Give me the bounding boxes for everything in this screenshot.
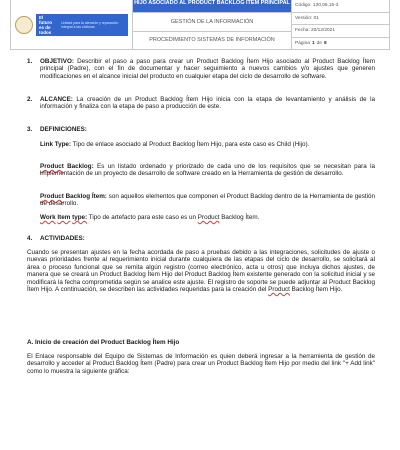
definition-text: Es un listado ordenado y priorizado de cada uno de los requisitos que se necesitan para la implementación de un proyecto de desarrollo de software creado en la Herramienta de gestión de desarrollo. bbox=[40, 163, 375, 178]
subsection-a bbox=[27, 339, 375, 346]
definition-link-type bbox=[40, 141, 375, 148]
section-title: DEFINICIONES: bbox=[40, 126, 87, 133]
page-total: 8 bbox=[323, 40, 327, 46]
section-number: 2. bbox=[27, 96, 33, 103]
definition-text: Tipo de enlace asociado al Product Backlog Ítem Hijo, para este caso es Child (Hijo). bbox=[72, 141, 310, 148]
page-cell bbox=[292, 38, 389, 50]
logo-banner bbox=[36, 14, 128, 36]
subsection-title: A. Inicio de creación del Product Backlog Ítem Hijo bbox=[27, 339, 180, 346]
definition-text: Backlog Ítem. bbox=[221, 214, 260, 221]
header-right bbox=[292, 0, 389, 49]
term: Backlog Ítem: bbox=[65, 193, 107, 200]
term: Link Type: bbox=[40, 141, 72, 148]
definition-product-backlog bbox=[40, 163, 375, 178]
section-text: La creación de un Product Backlog Ítem Hijo inicia con la etapa de levantamiento y análisis de la información y finaliza con la etapa de paso a producción de este. bbox=[40, 96, 375, 111]
term: Work bbox=[40, 214, 56, 221]
definitions-list-4 bbox=[40, 214, 375, 221]
section-title: ALCANCE: bbox=[40, 96, 73, 103]
section-number: 1. bbox=[27, 58, 33, 65]
header-center bbox=[133, 0, 292, 49]
term: Backlog: bbox=[67, 163, 94, 170]
document-header bbox=[10, 0, 390, 50]
subsection-a-text bbox=[27, 353, 375, 375]
term: Item bbox=[57, 214, 71, 221]
paragraph-text: Backlog Ítem Hijo. bbox=[291, 286, 343, 294]
logo-subtext: Unidad para la atención y reparación integral a las víctimas bbox=[61, 20, 119, 29]
term: type: bbox=[72, 214, 88, 221]
term: Product bbox=[40, 163, 64, 170]
section-number: 3. bbox=[27, 126, 33, 133]
definitions-list bbox=[40, 141, 375, 148]
actividades-paragraph bbox=[27, 249, 375, 293]
section-actividades bbox=[27, 235, 375, 242]
section-alcance bbox=[27, 96, 375, 111]
definitions-list-2 bbox=[40, 163, 375, 178]
section-definiciones bbox=[27, 126, 375, 133]
document-title: HIJO ASOCIADO AL PRODUCT BACKLOG ÍTEM PRINCIPAL bbox=[133, 0, 291, 12]
definition-text: Tipo de artefacto para este caso es un bbox=[88, 214, 197, 221]
logo-area bbox=[11, 0, 133, 49]
definitions-list-3 bbox=[40, 193, 375, 208]
paragraph-text: Product bbox=[268, 286, 290, 294]
paragraph-text: El Enlace responsable del Equipo de Sistemas de Información es quien deberá ingresar a la herramienta de gestión de desarrollo y acceder al Product Backlog Ítem (Padre) para crear un Product Backlog Ítem Hijo por medio del link "+ Add link" como lo muestra la siguiente gráfica: bbox=[27, 353, 375, 375]
paragraph-text: Cuando se presentan ajustes en la fecha acordada de paso a pruebas debido a las integraciones, solicitudes de ajuste o nuevas prioridades frente al requerimiento inicial durante cualquiera de las etapas del ciclo de desarrollo, se solicitará al área o proceso funcional que se remita algún registro (correo electrónico, acta u otros) que incluya dichos ajustes, de manera que se creará un Product Backlog Ítem Hijo del Product Backlog Ítem existente generado con la solicitud inicial y se modificará la fecha comprometida según se analice este ajuste. El registro de soporte se puede adjuntar al Product Backlog Ítem Hijo. A continuación, se describen las actividades requeridas para la creación del bbox=[27, 249, 375, 294]
area-cell: GESTIÓN DE LA INFORMACIÓN bbox=[133, 12, 291, 31]
definition-product-backlog-item bbox=[40, 193, 375, 208]
definition-text: Product bbox=[197, 214, 220, 221]
section-text: Describir el paso a paso para crear un Product Backlog Ítem Hijo asociado al Product Backlog Ítem principal (Padre), con el fin de documentar y hacer seguimiento a nuevos cambios y/o ajustes que generen modificaciones en el alcance inicial del producto en cualquier etapa del ciclo de desarrollo de software. bbox=[40, 58, 376, 80]
page-number: 1 bbox=[311, 40, 315, 46]
page-label: Página bbox=[295, 40, 310, 46]
page-of: de bbox=[316, 40, 322, 46]
section-title: ACTIVIDADES: bbox=[40, 235, 85, 242]
logo-text: El futuro es de todos bbox=[39, 14, 52, 35]
section-title: OBJETIVO: bbox=[40, 58, 74, 65]
term: Product bbox=[40, 193, 64, 200]
definition-text: son aquellos elementos que componen el Product Backlog dentro de la Herramienta de gestión de desarrollo. bbox=[40, 193, 375, 208]
coat-of-arms-icon bbox=[15, 16, 33, 34]
definition-work-item-type bbox=[40, 214, 375, 221]
procedure-cell: PROCEDIMIENTO SISTEMAS DE INFORMACIÓN bbox=[133, 31, 291, 50]
date-cell: Fecha: 20/12/2021 bbox=[292, 25, 389, 38]
section-number: 4. bbox=[27, 235, 33, 242]
section-objetivo bbox=[27, 58, 376, 80]
version-cell: Versión: 01 bbox=[292, 13, 389, 26]
code-cell: Código: 130,06,15-3 bbox=[292, 0, 389, 13]
